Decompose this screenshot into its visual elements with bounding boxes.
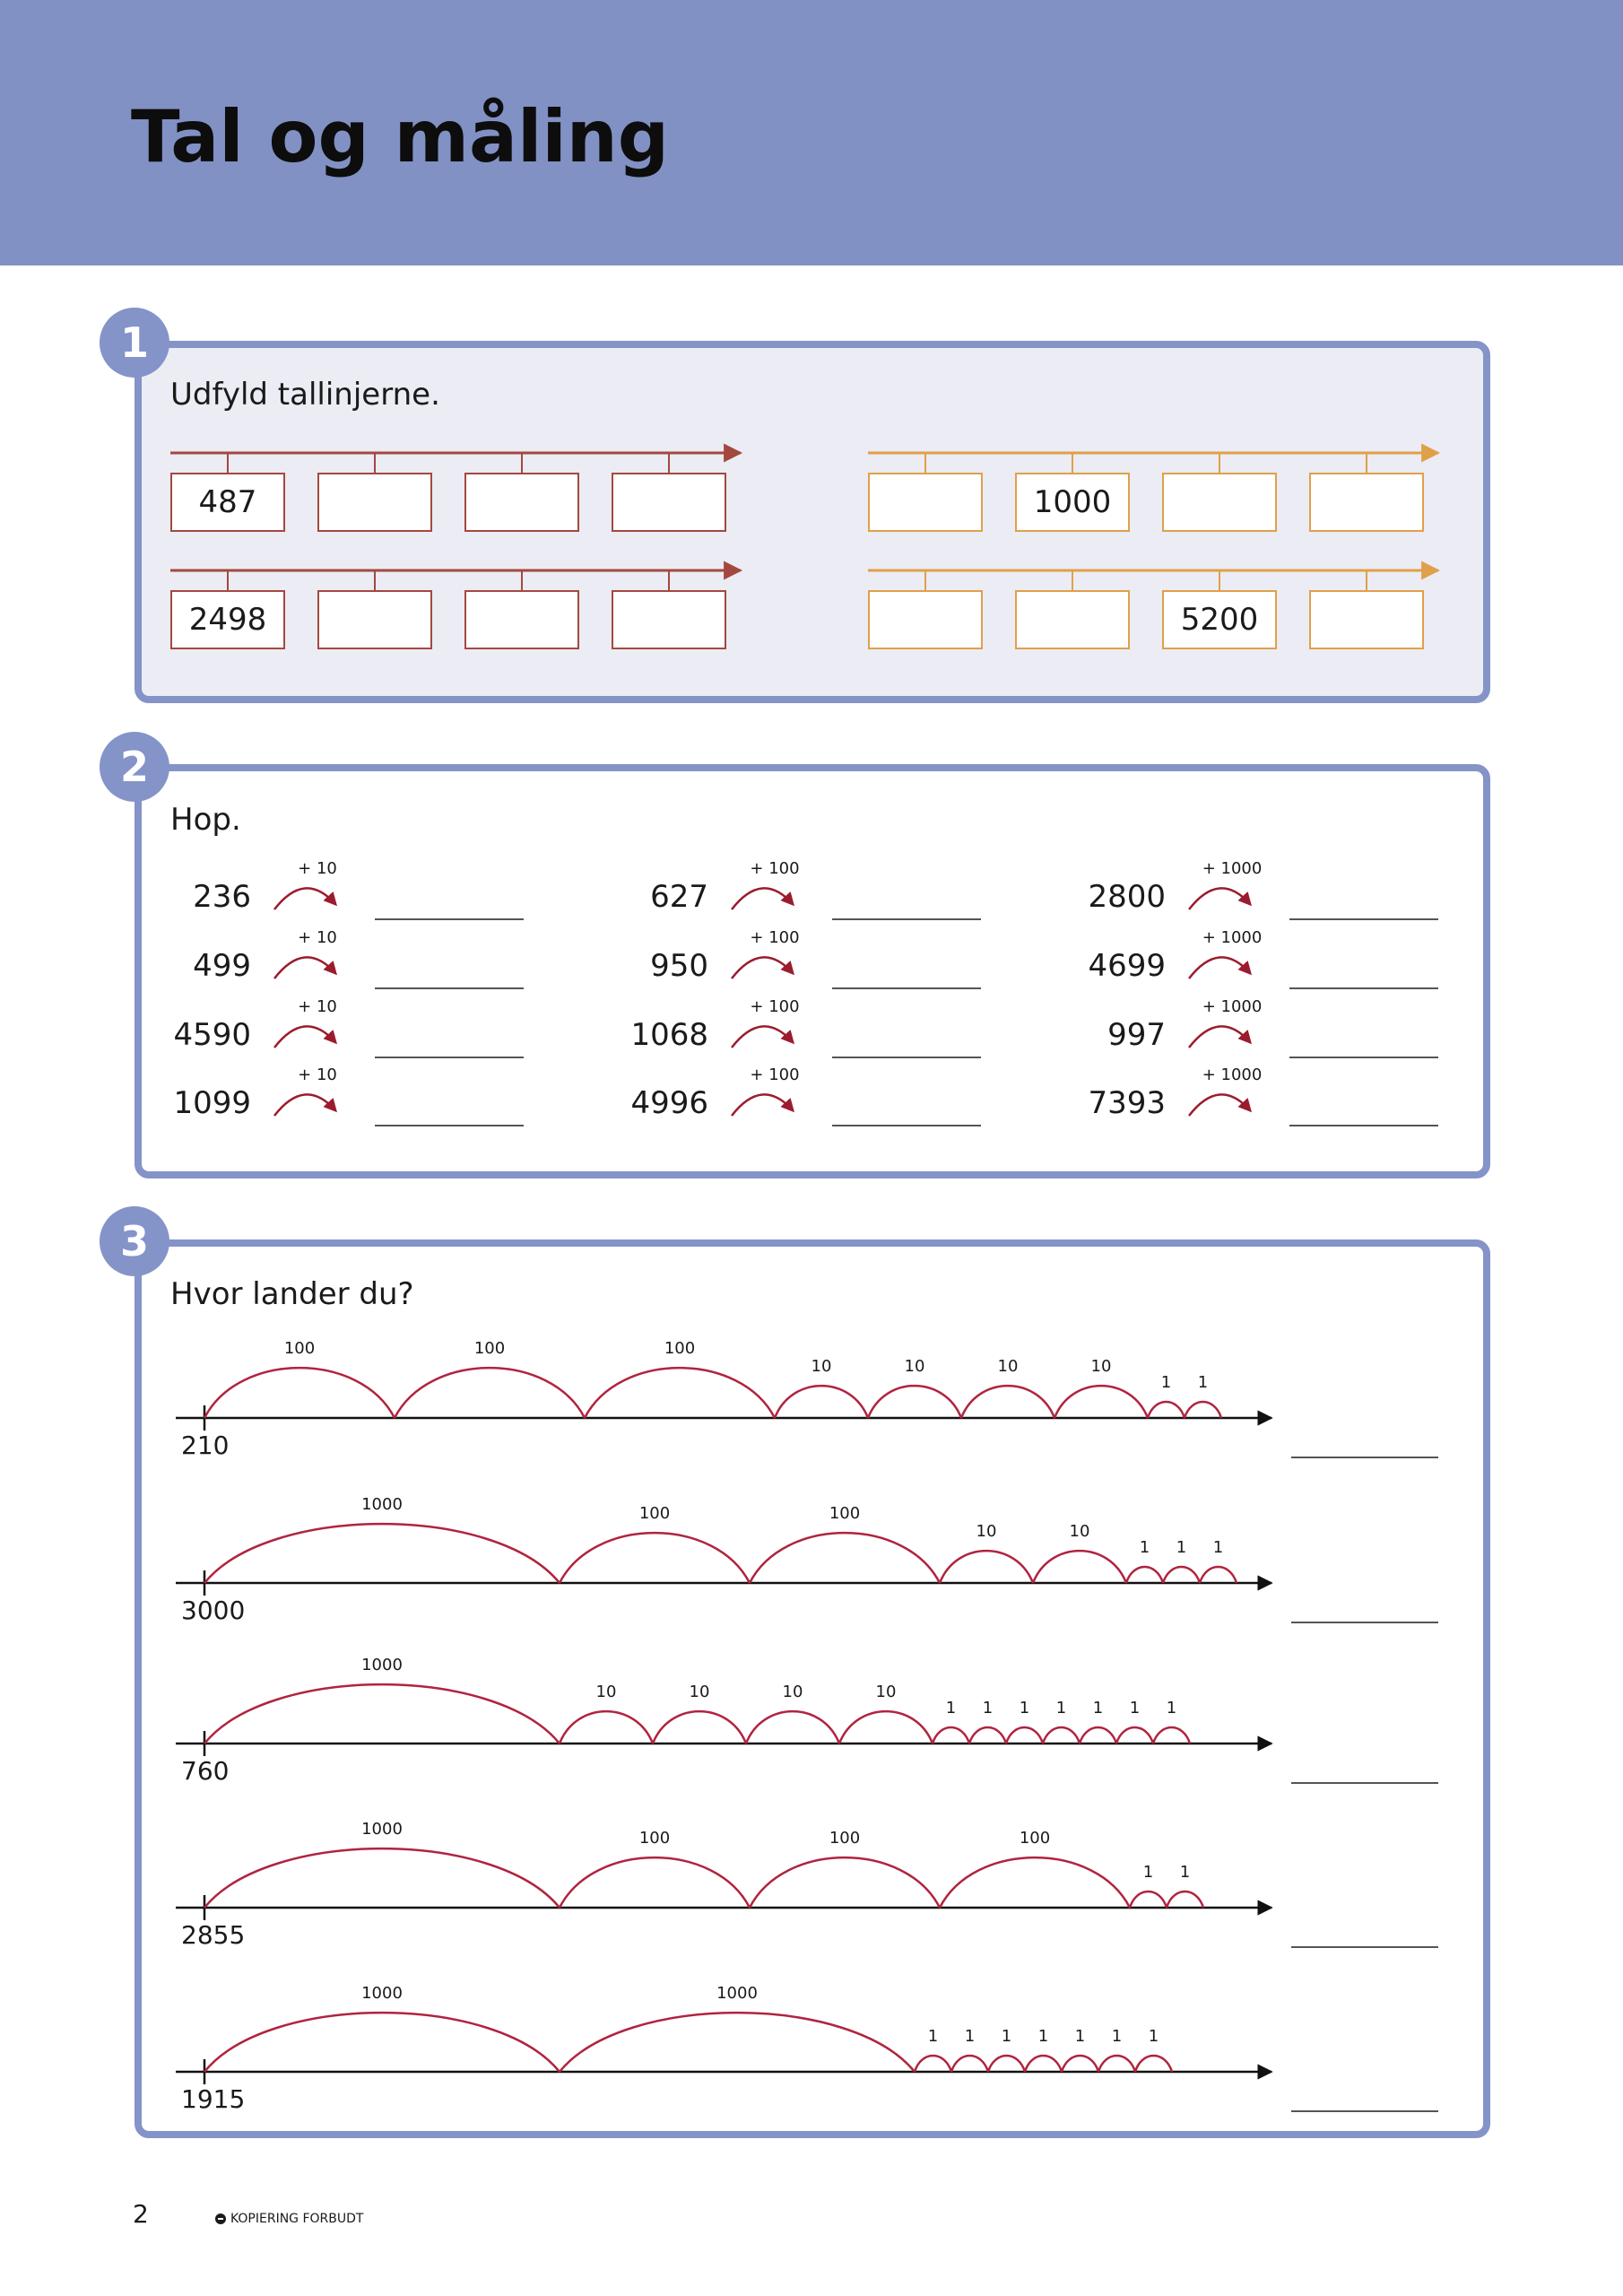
jump-arc	[204, 1368, 395, 1418]
jump-arc	[750, 1533, 940, 1583]
jump-label: 100	[664, 1339, 696, 1358]
hop-answer-line[interactable]	[832, 918, 981, 920]
number-box-empty[interactable]	[868, 473, 983, 532]
jump-label: 100	[283, 1339, 316, 1358]
jump-label: 10	[782, 1683, 803, 1701]
jump-label: 1	[964, 2027, 976, 2046]
jump-label: 100	[473, 1339, 506, 1358]
landing-answer-line[interactable]	[1291, 1622, 1438, 1623]
jump-label: 1	[1074, 2027, 1086, 2046]
number-box-empty[interactable]	[317, 590, 432, 649]
jump-arc	[204, 1848, 560, 1908]
jump-label: 10	[811, 1357, 832, 1376]
number-box-empty[interactable]	[612, 473, 726, 532]
number-box-empty[interactable]	[1162, 473, 1277, 532]
hop-arrow	[274, 1026, 335, 1048]
number-box-empty[interactable]	[464, 473, 579, 532]
hop-answer-line[interactable]	[1289, 918, 1438, 920]
jump-arc	[560, 1711, 653, 1744]
hop-step-label: + 100	[750, 1065, 800, 1084]
hop-arrow	[274, 888, 335, 909]
landing-answer-line[interactable]	[1291, 1782, 1438, 1784]
jump-arc	[1185, 1402, 1221, 1418]
hop-step-label: + 1000	[1202, 928, 1263, 947]
jump-arc	[868, 1386, 961, 1418]
jump-arc	[560, 1533, 750, 1583]
hop-arrow	[732, 1026, 793, 1048]
landing-answer-line[interactable]	[1291, 1457, 1438, 1458]
jump-label: 100	[829, 1829, 861, 1848]
jump-label: 1	[1142, 1863, 1154, 1882]
number-box-filled: 1000	[1015, 473, 1130, 532]
hop-step-label: + 10	[298, 997, 337, 1016]
jump-arc	[961, 1386, 1055, 1418]
hop-arrow	[732, 1094, 793, 1116]
jump-arc	[988, 2056, 1025, 2072]
hop-answer-line[interactable]	[375, 1057, 524, 1058]
jump-arc	[1130, 1892, 1167, 1908]
jump-arc	[951, 2056, 988, 2072]
jump-label: 1	[1139, 1538, 1150, 1557]
jump-label: 100	[638, 1504, 671, 1523]
page-number: 2	[133, 2199, 149, 2229]
jump-start-number: 210	[181, 1431, 230, 1460]
hop-step-label: + 1000	[1202, 1065, 1263, 1084]
jump-arc	[1025, 2056, 1062, 2072]
jump-arc	[915, 2056, 951, 2072]
no-copy-icon	[215, 2213, 226, 2224]
hop-step-label: + 100	[750, 928, 800, 947]
jump-label: 1000	[361, 1495, 403, 1514]
jump-arc	[1080, 1727, 1116, 1744]
number-box-empty[interactable]	[1309, 590, 1424, 649]
number-box-empty[interactable]	[1015, 590, 1130, 649]
hop-arrow	[1189, 957, 1250, 978]
hop-arrow	[1189, 1094, 1250, 1116]
jump-arc	[746, 1711, 839, 1744]
hop-arrow	[1189, 1026, 1250, 1048]
number-box-empty[interactable]	[317, 473, 432, 532]
task-3-instruction: Hvor lander du?	[170, 1276, 414, 1312]
jump-label: 10	[689, 1683, 710, 1701]
jump-label: 10	[976, 1522, 997, 1541]
landing-answer-line[interactable]	[1291, 1946, 1438, 1948]
number-box-empty[interactable]	[868, 590, 983, 649]
jump-label: 10	[595, 1683, 617, 1701]
number-box-empty[interactable]	[1309, 473, 1424, 532]
hop-step-label: + 10	[298, 1065, 337, 1084]
hop-step-label: + 100	[750, 859, 800, 878]
hop-start-number: 7393	[1088, 1085, 1166, 1121]
number-box-empty[interactable]	[464, 590, 579, 649]
task-2-instruction: Hop.	[170, 802, 241, 838]
jump-label: 1	[927, 2027, 939, 2046]
landing-answer-line[interactable]	[1291, 2110, 1438, 2112]
jump-arc	[1062, 2056, 1098, 2072]
jump-start-number: 1915	[181, 2084, 246, 2114]
hop-step-label: + 100	[750, 997, 800, 1016]
jump-arc	[1043, 1727, 1080, 1744]
hop-answer-line[interactable]	[832, 987, 981, 989]
jump-label: 1	[1001, 2027, 1012, 2046]
hop-answer-line[interactable]	[375, 1125, 524, 1126]
jump-arc	[1163, 1567, 1200, 1583]
jump-arc	[585, 1368, 775, 1418]
hop-answer-line[interactable]	[375, 918, 524, 920]
hop-step-label: + 10	[298, 859, 337, 878]
jump-label: 1	[1212, 1538, 1224, 1557]
jump-label: 1	[1160, 1373, 1172, 1392]
jump-label: 1000	[361, 1656, 403, 1674]
jump-label: 1	[1129, 1699, 1141, 1718]
jump-label: 100	[1019, 1829, 1051, 1848]
jump-arc	[1116, 1727, 1153, 1744]
hop-answer-line[interactable]	[375, 987, 524, 989]
jump-label: 1	[1111, 2027, 1123, 2046]
jump-arc	[1126, 1567, 1163, 1583]
hop-answer-line[interactable]	[1289, 987, 1438, 989]
jump-label: 10	[1090, 1357, 1112, 1376]
hop-step-label: + 10	[298, 928, 337, 947]
jump-label: 10	[875, 1683, 897, 1701]
jump-arc	[653, 1711, 746, 1744]
jump-arc	[204, 2013, 560, 2072]
jump-arc	[1135, 2056, 1172, 2072]
jump-arc	[750, 1857, 940, 1908]
hop-arrow	[274, 1094, 335, 1116]
hop-arrow	[274, 957, 335, 978]
jump-arc	[1153, 1727, 1190, 1744]
jump-label: 1	[1148, 2027, 1159, 2046]
jump-label: 1000	[361, 1984, 403, 2003]
jump-label: 1000	[716, 1984, 758, 2003]
hop-start-number: 4590	[173, 1017, 251, 1053]
jump-label: 1	[982, 1699, 994, 1718]
task-1-number-badge: 1	[100, 308, 169, 378]
hop-start-number: 1068	[630, 1017, 708, 1053]
hop-start-number: 997	[1107, 1017, 1166, 1053]
hop-start-number: 627	[650, 879, 708, 915]
jump-label: 1	[1092, 1699, 1104, 1718]
hop-arrow	[1189, 888, 1250, 909]
jump-label: 10	[1069, 1522, 1090, 1541]
hop-answer-line[interactable]	[1289, 1125, 1438, 1126]
hop-arrow	[732, 957, 793, 978]
jump-label: 1	[1176, 1538, 1187, 1557]
jump-start-number: 3000	[181, 1596, 246, 1625]
hop-step-label: + 1000	[1202, 997, 1263, 1016]
jump-arc	[1200, 1567, 1237, 1583]
number-box-filled: 487	[170, 473, 285, 532]
jump-label: 1	[1179, 1863, 1191, 1882]
copyright-text: KOPIERING FORBUDT	[230, 2212, 364, 2226]
jump-label: 1	[1197, 1373, 1209, 1392]
page-title: Tal og måling	[131, 95, 669, 178]
jump-label: 1	[1055, 1699, 1067, 1718]
hop-start-number: 1099	[173, 1085, 251, 1121]
jump-label: 1	[1019, 1699, 1030, 1718]
task-2-number-badge: 2	[100, 732, 169, 802]
hop-answer-line[interactable]	[1289, 1057, 1438, 1058]
jump-label: 10	[904, 1357, 925, 1376]
jump-arc	[940, 1551, 1033, 1583]
jump-label: 1	[945, 1699, 957, 1718]
hop-start-number: 2800	[1088, 879, 1166, 915]
jump-label: 100	[638, 1829, 671, 1848]
jump-start-number: 760	[181, 1756, 230, 1786]
number-box-empty[interactable]	[612, 590, 726, 649]
jump-arc	[204, 1684, 560, 1744]
hop-start-number: 499	[193, 948, 251, 984]
jump-label: 1	[1166, 1699, 1177, 1718]
hop-start-number: 236	[193, 879, 251, 915]
task-3-number-badge: 3	[100, 1206, 169, 1276]
copyright-notice	[215, 2212, 363, 2226]
jump-arc	[969, 1727, 1006, 1744]
number-box-filled: 5200	[1162, 590, 1277, 649]
hop-start-number: 4699	[1088, 948, 1166, 984]
task-1-instruction: Udfyld tallinjerne.	[170, 377, 440, 413]
jump-arc	[560, 2013, 915, 2072]
jump-label: 100	[829, 1504, 861, 1523]
hop-step-label: + 1000	[1202, 859, 1263, 878]
hop-start-number: 950	[650, 948, 708, 984]
jump-arc	[560, 1857, 750, 1908]
jump-arc	[933, 1727, 969, 1744]
jump-arc	[1006, 1727, 1043, 1744]
jump-label: 1	[1037, 2027, 1049, 2046]
jump-arc	[395, 1368, 585, 1418]
hop-arrow	[732, 888, 793, 909]
jump-arc	[204, 1524, 560, 1583]
jump-label: 1000	[361, 1820, 403, 1839]
jump-arc	[1167, 1892, 1203, 1908]
jump-arc	[1098, 2056, 1135, 2072]
jump-start-number: 2855	[181, 1920, 246, 1950]
number-box-filled: 2498	[170, 590, 285, 649]
hop-start-number: 4996	[630, 1085, 708, 1121]
jump-arc	[775, 1386, 868, 1418]
jump-label: 10	[997, 1357, 1019, 1376]
hop-answer-line[interactable]	[832, 1057, 981, 1058]
jump-arc	[1148, 1402, 1185, 1418]
hop-answer-line[interactable]	[832, 1125, 981, 1126]
jump-arc	[940, 1857, 1130, 1908]
